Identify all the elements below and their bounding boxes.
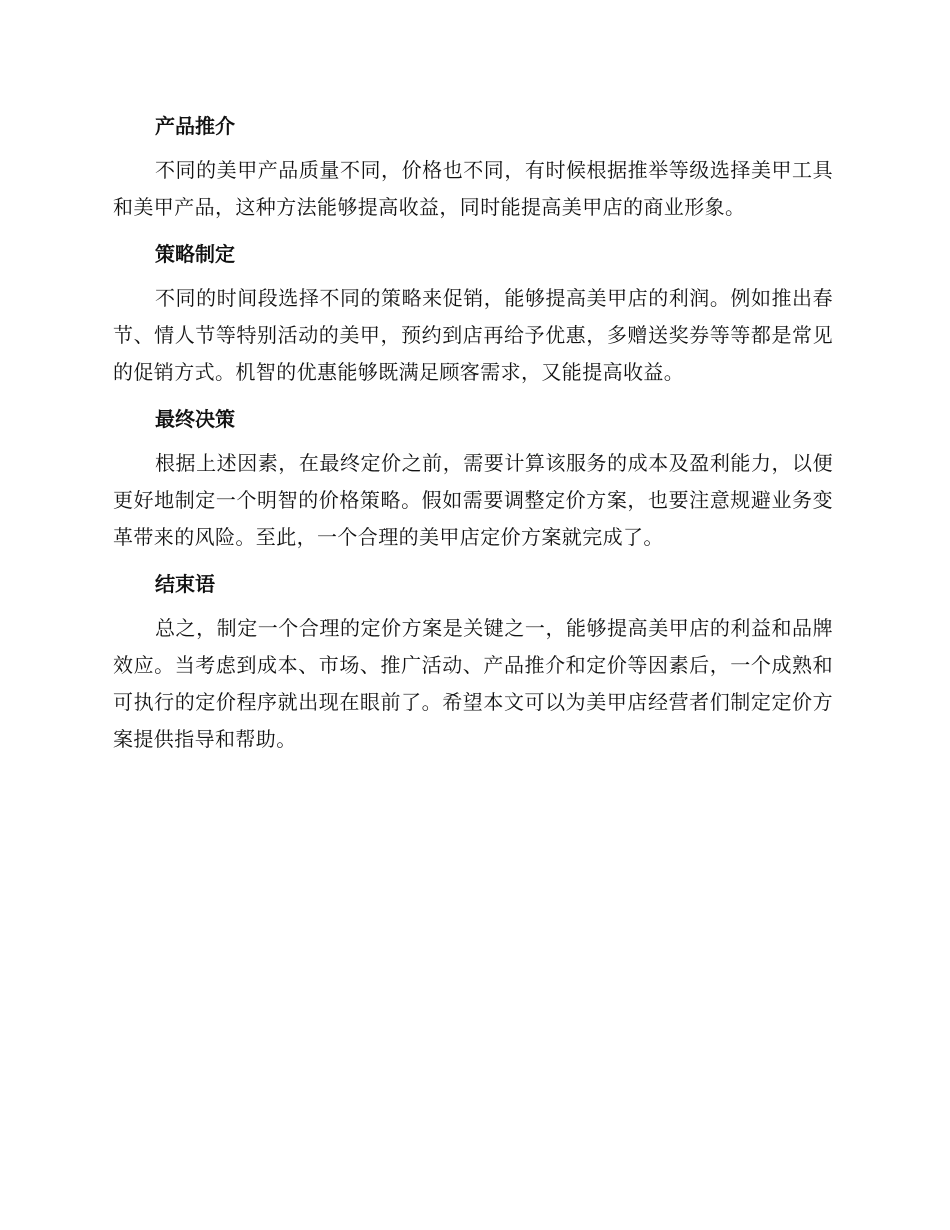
section-heading: 最终决策 xyxy=(155,407,235,431)
section-heading: 策略制定 xyxy=(155,242,235,266)
section-paragraph: 不同的美甲产品质量不同，价格也不同，有时候根据推举等级选择美甲工具和美甲产品，这种方法能够提高收益，同时能提高美甲店的商业形象。 xyxy=(113,158,833,219)
section-heading: 结束语 xyxy=(155,572,215,596)
section-paragraph: 总之，制定一个合理的定价方案是关键之一，能够提高美甲店的利益和品牌效应。当考虑到成本、市场、推广活动、产品推介和定价等因素后，一个成熟和可执行的定价程序就出现在眼前了。希望本文可以为美甲店经营者们制定定价方案提供指导和帮助。 xyxy=(113,616,833,751)
section-final-decision xyxy=(113,401,833,556)
document-body xyxy=(113,108,833,768)
section-conclusion xyxy=(113,566,833,758)
section-product-promotion xyxy=(113,108,833,226)
section-heading: 产品推介 xyxy=(155,114,235,138)
section-paragraph: 根据上述因素，在最终定价之前，需要计算该服务的成本及盈利能力，以便更好地制定一个明智的价格策略。假如需要调整定价方案，也要注意规避业务变革带来的风险。至此，一个合理的美甲店定价方案就完成了。 xyxy=(113,451,833,549)
section-paragraph: 不同的时间段选择不同的策略来促销，能够提高美甲店的利润。例如推出春节、情人节等特别活动的美甲，预约到店再给予优惠，多赠送奖券等等都是常见的促销方式。机智的优惠能够既满足顾客需求，又能提高收益。 xyxy=(113,286,833,384)
section-strategy xyxy=(113,236,833,391)
